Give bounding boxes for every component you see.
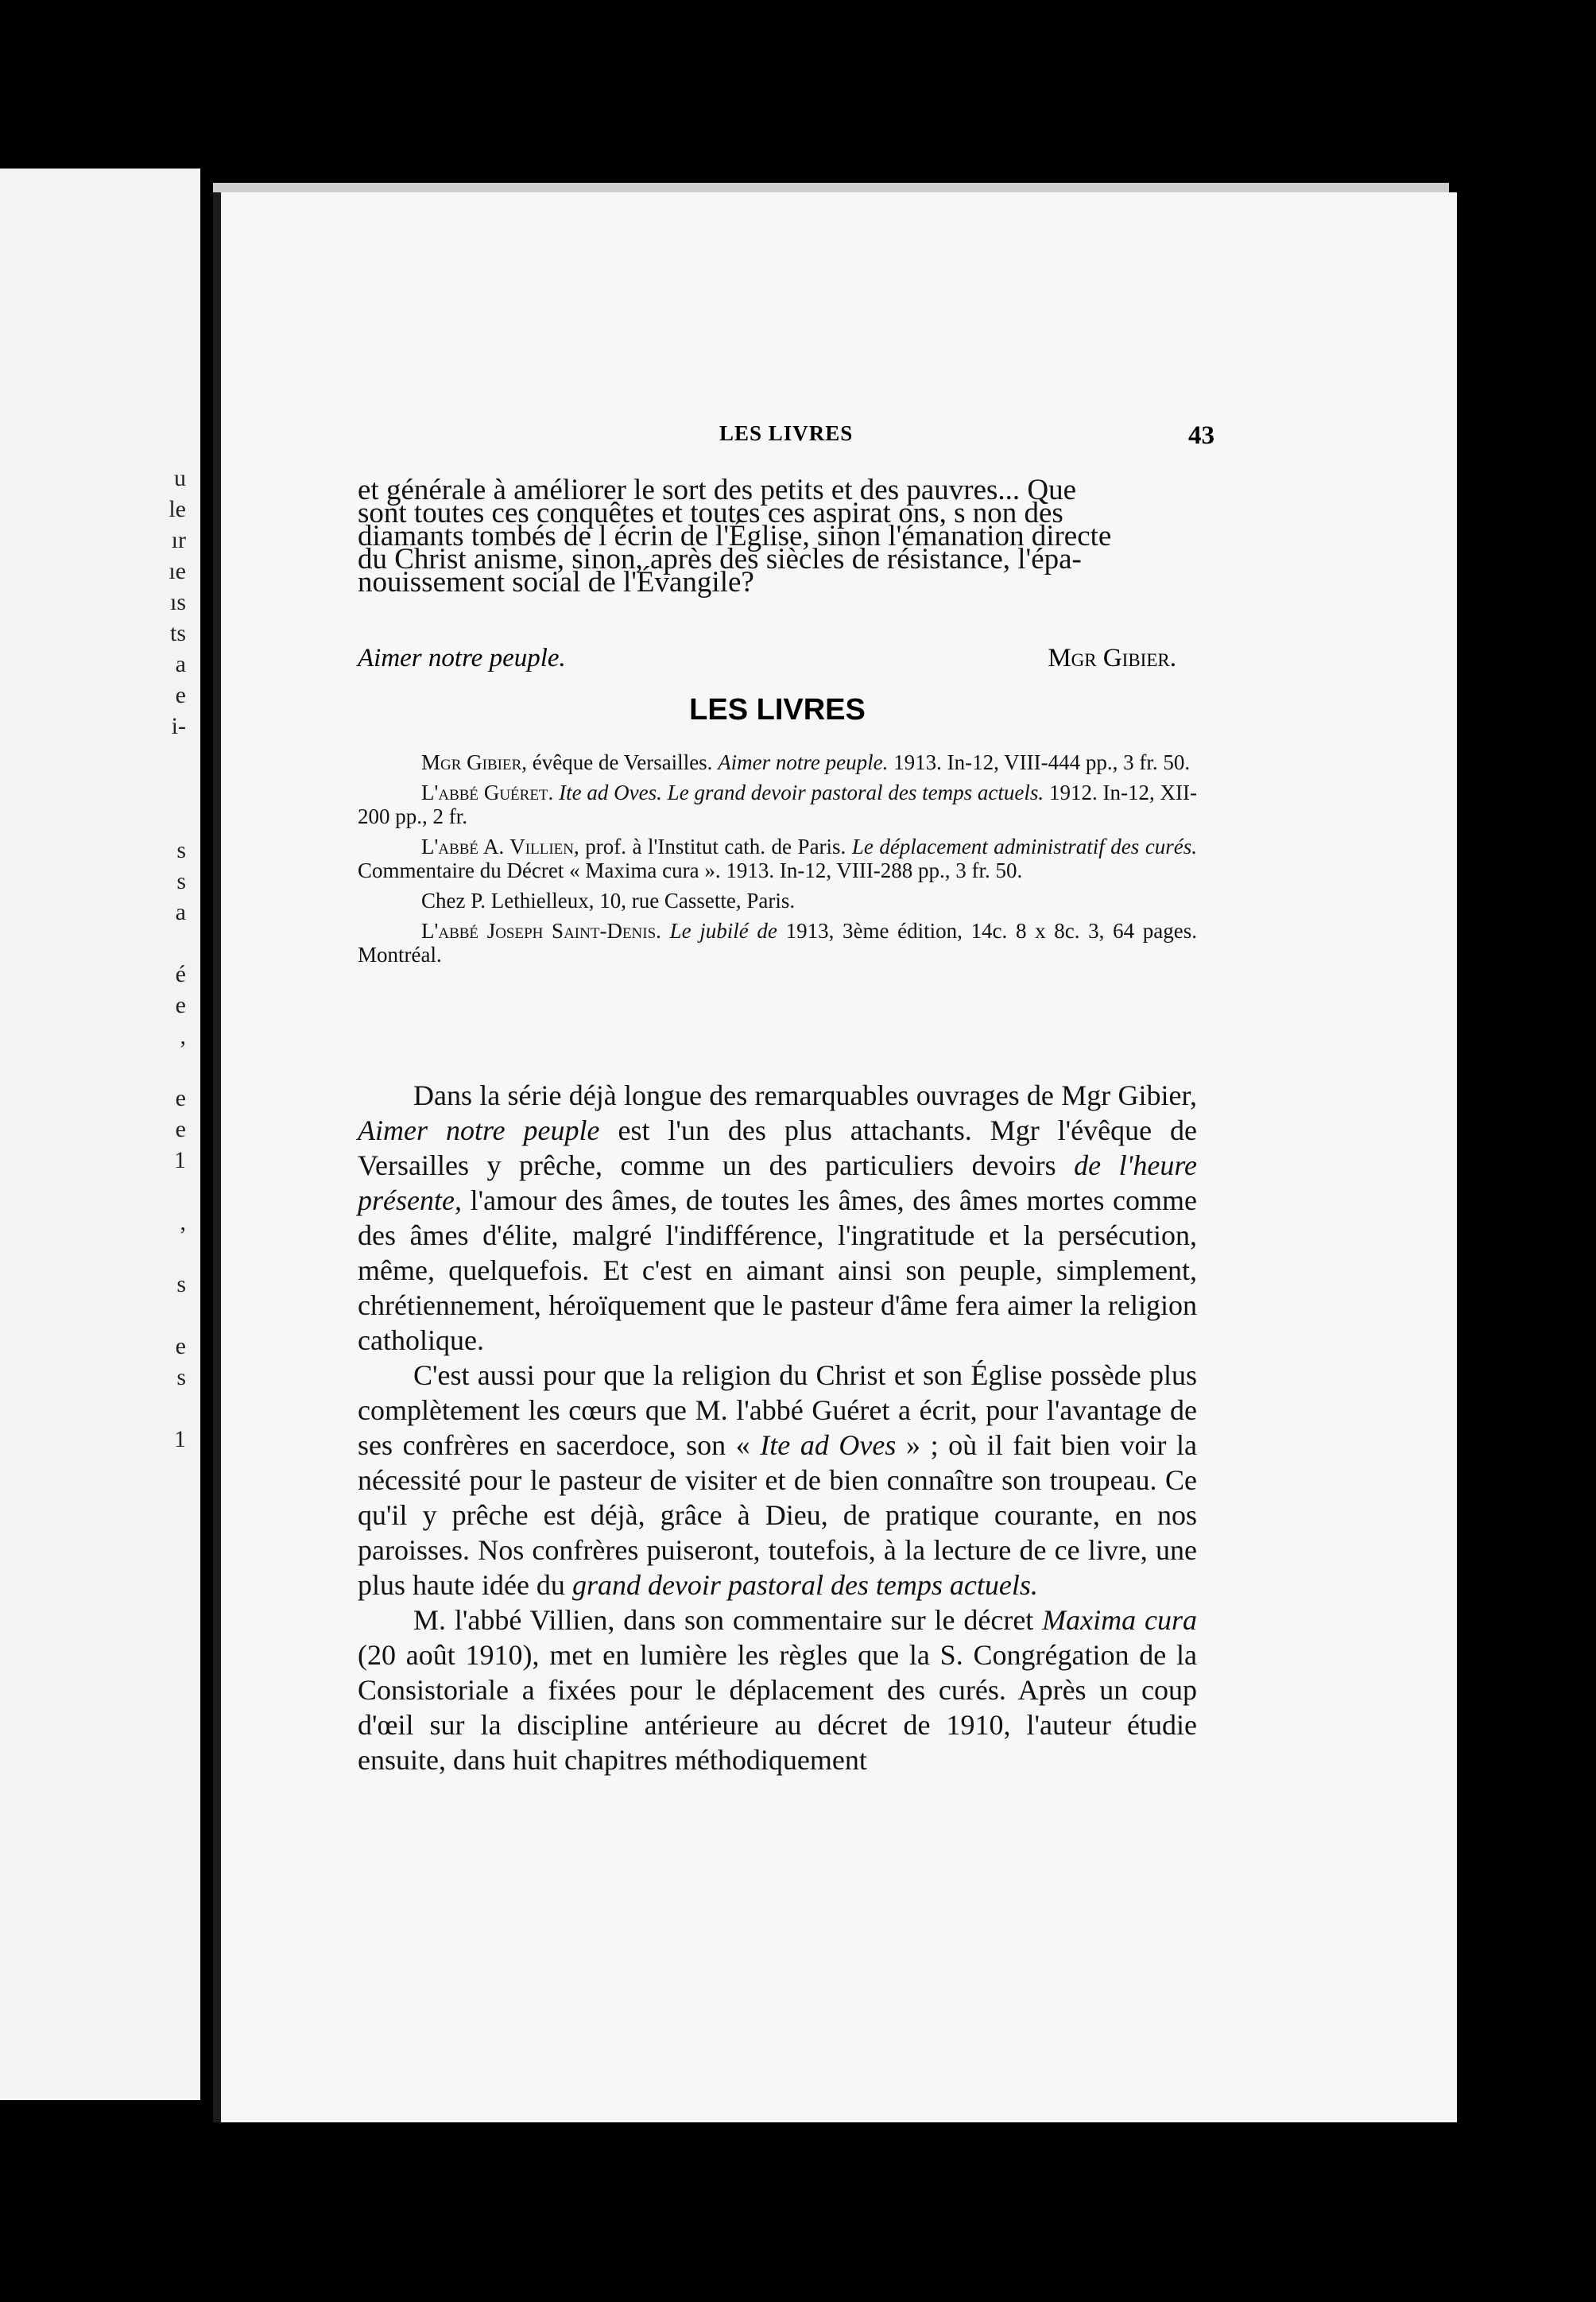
section-title: LES LIVRES (689, 693, 866, 727)
left-page-fragment (138, 742, 186, 773)
quote-line: diamants tombés de l écrin de l'Église, sinon l'émanation directe (358, 520, 1112, 552)
left-page-fragment: a (175, 651, 186, 677)
left-page-fragment: ıs (169, 589, 186, 615)
left-page-fragment: e (175, 1333, 186, 1359)
quote-author: Mgr Gibier. (1048, 644, 1176, 672)
biblio-title: Aimer notre peuple. (718, 750, 889, 774)
left-page-fragment: ır (171, 527, 186, 553)
left-page-fragment: s (176, 1364, 186, 1390)
biblio-entry: L'abbé Guéret. Ite ad Oves. Le grand devoir pastoral des temps actuels. 1912. In-12, XII-200 pp., 2 fr. (358, 781, 1197, 828)
left-page-fragment (138, 804, 186, 835)
left-page-text-fragments (138, 463, 186, 1455)
left-page (0, 169, 200, 2100)
left-page-fragment (138, 1238, 186, 1269)
bibliography (358, 750, 1197, 973)
paragraph: M. l'abbé Villien, dans son commentaire sur le décret Maxima cura (20 août 1910), met en lumière les règles que la S. Congrégation de la Consistoriale a fixées pour le déplacement des curés. Après un coup d'œil sur la discipline antérieure au décret de 1910, l'auteur étudie ensuite, dans huit chapitres méthodiquement (358, 1604, 1197, 1776)
biblio-author: Mgr Gibier, (421, 750, 528, 774)
left-page-fragment: s (176, 1271, 186, 1297)
quote-line: nouissement social de l'Évangile? (358, 566, 754, 599)
left-page-fragment: e (175, 1116, 186, 1142)
quote-line: du Christ anisme, sinon, après des siècles de résistance, l'épa- (358, 543, 1082, 576)
left-page-fragment: é (175, 961, 186, 987)
running-head: LES LIVRES (719, 421, 854, 445)
biblio-title: Le déplacement administratif des curés. (851, 835, 1198, 858)
left-page-fragment (138, 1052, 186, 1083)
paragraph: C'est aussi pour que la religion du Christ et son Église possède plus complètement les cœurs que M. l'abbé Guéret a écrit, pour l'avantage de ses confrères en sacerdoce, son « Ite ad Oves » ; où il fait bien voir la nécessité pour le pasteur de visiter et de bien connaître son troupeau. Ce qu'il y prêche est déjà, grâce à Dieu, de pratique courante, en nos paroisses. Nos confrères puiseront, toutefois, à la lecture de ce livre, une plus haute idée du grand devoir pastoral des temps actuels. (358, 1359, 1197, 1601)
biblio-publisher: Chez P. Lethielleux, 10, rue Cassette, Paris. (421, 889, 796, 913)
left-page-fragment: le (169, 496, 186, 522)
left-page-fragment: 1 (174, 1426, 186, 1452)
left-page-fragment (138, 1393, 186, 1424)
biblio-author: L'abbé Guéret. (421, 781, 554, 804)
left-page-fragment: u (174, 465, 186, 491)
left-page-fragment: s (176, 868, 186, 894)
left-page-fragment (138, 1300, 186, 1331)
left-page-fragment: , (180, 1209, 186, 1235)
left-page-fragment: 1 (174, 1147, 186, 1173)
biblio-author: L'abbé A. Villien, (421, 835, 579, 858)
left-page-fragment: e (175, 682, 186, 708)
left-page-fragment: ıe (169, 558, 186, 584)
quote-line: sont toutes ces conquêtes et toutes ces aspirat ons, s non des (358, 497, 1063, 529)
left-page-fragment (138, 928, 186, 959)
left-page-fragment: i- (171, 713, 186, 739)
left-page-fragment: a (175, 899, 186, 925)
left-page-fragment: , (180, 1023, 186, 1049)
page-number: 43 (1188, 421, 1214, 450)
quote-block (358, 474, 1197, 599)
left-page-fragment (138, 773, 186, 804)
paragraph: Dans la série déjà longue des remarquables ouvrages de Mgr Gibier, Aimer notre peuple est l'un des plus attachants. Mgr l'évêque de Versailles y prêche, comme un des particuliers devoirs de l'heure présente, l'amour des âmes, de toutes les âmes, des âmes mortes comme des âmes d'élite, malgré l'indifférence, l'ingratitude et la persécution, même, quelquefois. Et c'est en aimant ainsi son peuple, simplement, chrétiennement, héroïquement que le pasteur d'âme fera aimer la religion catholique. (358, 1079, 1197, 1356)
biblio-author: L'abbé Joseph Saint-Denis. (421, 919, 661, 943)
quote-attribution (358, 644, 1176, 673)
left-page-fragment (138, 1176, 186, 1207)
biblio-title: Le jubilé de (669, 919, 777, 943)
biblio-title: Ite ad Oves. Le grand devoir pastoral des temps actuels. (559, 781, 1044, 804)
left-page-fragment: s (176, 837, 186, 863)
left-page-fragment: ts (169, 620, 186, 646)
biblio-entry: Mgr Gibier, évêque de Versailles. Aimer notre peuple. 1913. In-12, VIII-444 pp., 3 fr. 50. (421, 750, 1191, 774)
left-page-fragment: e (175, 1085, 186, 1111)
left-page-fragment: e (175, 992, 186, 1018)
review-body (358, 1078, 1197, 1777)
biblio-entry: L'abbé A. Villien, prof. à l'Institut cath. de Paris. Le déplacement administratif des curés. Commentaire du Décret « Maxima cura ». 1913. In-12, VIII-288 pp., 3 fr. 50. (358, 835, 1198, 882)
biblio-entry: L'abbé Joseph Saint-Denis. Le jubilé de 1913, 3ème édition, 14c. 8 x 8c. 3, 64 pages. Montréal. (358, 919, 1197, 967)
quote-line: et générale à améliorer le sort des petits et des pauvres... Que (358, 474, 1077, 506)
quote-source: Aimer notre peuple. (358, 644, 566, 672)
